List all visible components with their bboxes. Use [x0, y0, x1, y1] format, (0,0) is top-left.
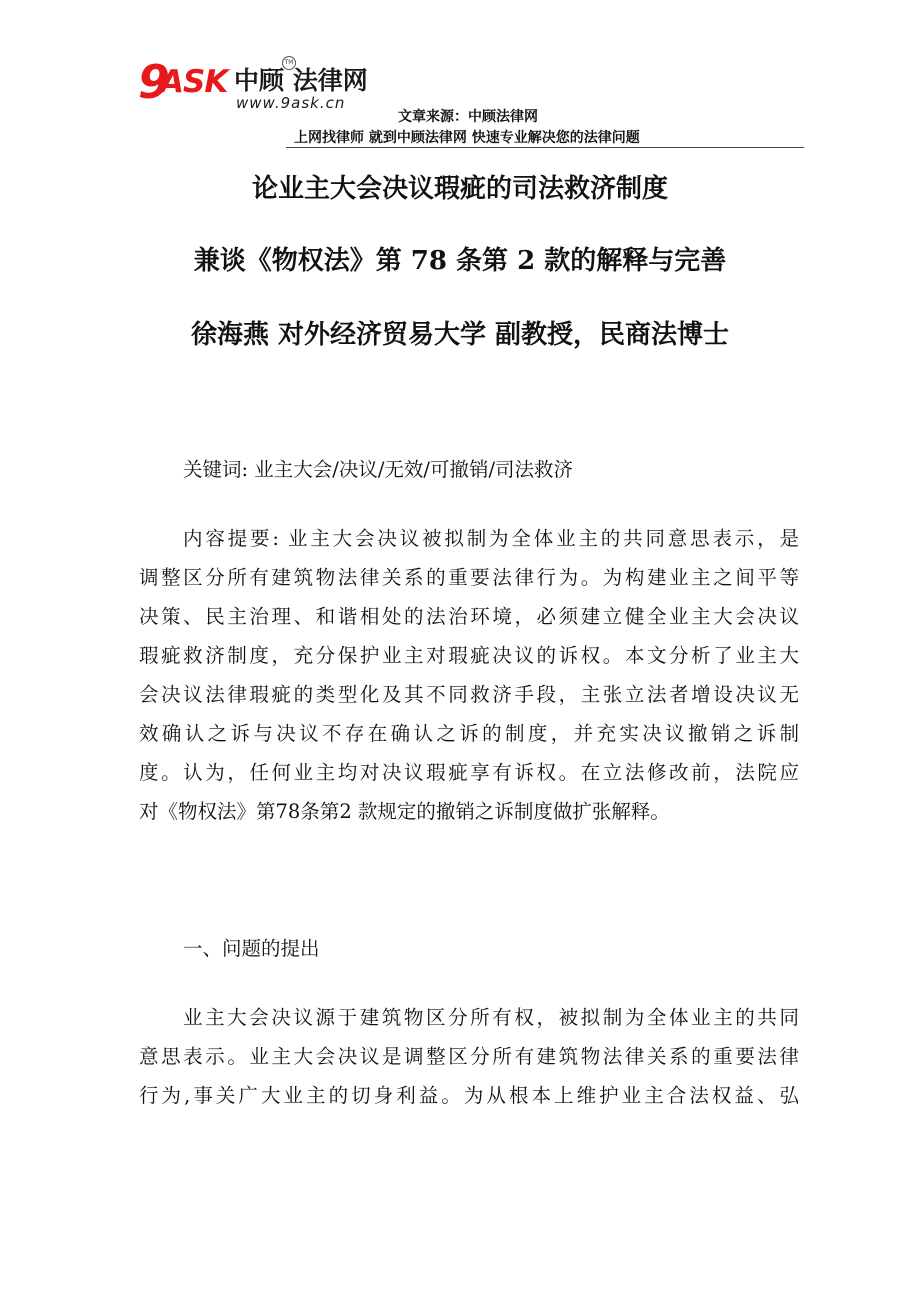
paragraph-line: 意思表示。业主大会决议是调整区分所有建筑物法律关系的重要法律: [139, 1045, 799, 1068]
trademark-icon: TM: [282, 56, 296, 70]
abstract-line: 会决议法律瑕疵的类型化及其不同救济手段，主张立法者增设决议无: [139, 683, 799, 706]
section-heading-block: [139, 929, 799, 968]
section-heading: 一、问题的提出: [183, 937, 320, 960]
article-source: 文章来源：中顾法律网: [398, 109, 538, 125]
keywords-block: [139, 450, 799, 489]
paragraph-line: 行为,事关广大业主的切身利益。为从根本上维护业主合法权益、弘: [139, 1084, 799, 1107]
page-subtitle: 兼谈《物权法》第 78 条第 2 款的解释与完善: [193, 246, 727, 276]
abstract-line: 决策、民主治理、和谐相处的法治环境，必须建立健全业主大会决议: [139, 605, 799, 628]
abstract-line: 瑕疵救济制度，充分保护业主对瑕疵决议的诉权。本文分析了业主大: [139, 644, 799, 667]
logo-nine-mark: 9: [138, 55, 169, 109]
logo-chinese-name: 中顾 法律网: [234, 66, 368, 95]
logo-url: www.9ask.cn: [236, 94, 346, 112]
abstract-line: 调整区分所有建筑物法律关系的重要法律行为。为构建业主之间平等: [139, 566, 799, 589]
abstract-line: 度。认为，任何业主均对决议瑕疵享有诉权。在立法修改前，法院应: [139, 761, 799, 784]
logo-ask-text: ASK: [160, 64, 228, 100]
paragraph-line: 业主大会决议源于建筑物区分所有权，被拟制为全体业主的共同: [183, 1006, 799, 1029]
site-slogan: 上网找律师 就到中顾法律网 快速专业解决您的法律问题: [294, 130, 640, 146]
abstract-line: 对《物权法》第78条第2 款规定的撤销之诉制度做扩张解释。: [139, 800, 670, 823]
section-paragraph: [139, 998, 799, 1115]
author-line: 徐海燕 对外经济贸易大学 副教授，民商法博士: [190, 320, 730, 350]
site-logo[interactable]: [138, 56, 398, 114]
abstract-line: 效确认之诉与决议不存在确认之诉的制度，并充实决议撤销之诉制: [139, 722, 799, 745]
keywords-line: 关键词: 业主大会/决议/无效/可撤销/司法救济: [183, 458, 574, 481]
abstract-line: 内容提要: 业主大会决议被拟制为全体业主的共同意思表示，是: [183, 527, 799, 550]
header-divider: [286, 147, 804, 148]
page-title: 论业主大会决议瑕疵的司法救济制度: [251, 174, 668, 204]
abstract-block: [139, 519, 799, 831]
